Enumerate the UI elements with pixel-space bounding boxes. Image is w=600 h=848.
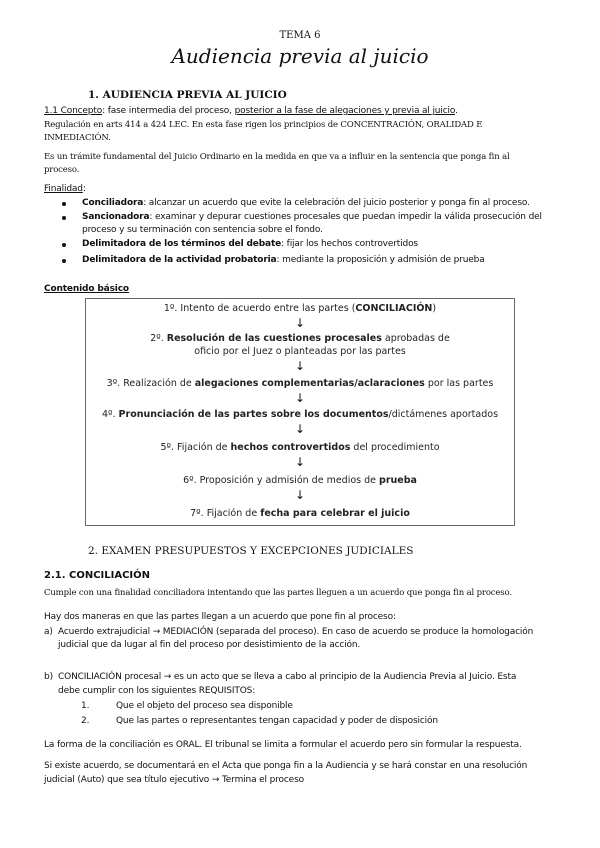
down-arrow-icon: ↓: [294, 455, 306, 469]
bullet-icon: [62, 243, 66, 247]
bullet-bold: Conciliadora: [82, 198, 144, 208]
bullet-icon: [62, 216, 66, 220]
down-arrow-icon: ↓: [294, 391, 306, 405]
bullet-text: : alcanzar un acuerdo que evite la celebración del juicio posterior y ponga fin al proceso.: [143, 198, 530, 208]
item-a-line-1: Acuerdo extrajudicial → MEDIACIÓN (separada del proceso). En caso de acuerdo se produce la homologación: [58, 627, 534, 637]
flow-text: /dictámenes aportados: [388, 409, 499, 420]
flow-bold: fecha para celebrar el juicio: [260, 508, 410, 519]
concept-underlined: posterior a la fase de alegaciones y previa al juicio: [234, 106, 456, 116]
flow-text: aprobadas de: [381, 333, 450, 344]
flow-step-1: [85, 303, 515, 314]
bullet-sancionadora-cont: proceso y su terminación con sentencia sobre el fondo.: [82, 225, 323, 235]
regulation-line-2: INMEDIACIÓN.: [44, 133, 111, 143]
bullet-sancionadora: [82, 212, 542, 222]
flow-text: 3º. Realización de: [106, 378, 195, 389]
concept-end: .: [455, 106, 458, 116]
subsection-heading: 2.1. CONCILIACIÓN: [44, 570, 151, 581]
item-b-label: b): [44, 672, 53, 682]
fundamental-line-2: proceso.: [44, 165, 80, 175]
flow-bold: Pronunciación de las partes sobre los documentos: [118, 409, 389, 420]
down-arrow-icon: ↓: [294, 422, 306, 436]
fundamental-line-1: Es un trámite fundamental del Juicio Ordinario en la medida en que va a influir en la sentencia que ponga fin al: [44, 152, 510, 162]
paragraph-4-line-2: judicial (Auto) que sea título ejecutivo → Termina el proceso: [44, 775, 304, 785]
flow-step-2-line2: oficio por el Juez o planteadas por las partes: [194, 346, 406, 357]
paragraph-4-line-1: Si existe acuerdo, se documentará en el Acta que ponga fin a la Audiencia y se hará constar en una resolución: [44, 761, 528, 771]
bullet-icon: [62, 202, 66, 206]
topic-label: TEMA 6: [279, 30, 321, 41]
paragraph-2: Hay dos maneras en que las partes llegan a un acuerdo que pone fin al proceso:: [44, 612, 396, 622]
down-arrow-icon: ↓: [294, 316, 306, 330]
flow-text: ): [432, 303, 437, 314]
flow-step-3: [85, 378, 515, 389]
flow-bold: CONCILIACIÓN: [355, 303, 433, 314]
paragraph-1: Cumple con una finalidad conciliadora intentando que las partes lleguen a un acuerdo que ponga fin al proceso.: [44, 588, 512, 598]
flow-text: 5º. Fijación de: [160, 442, 231, 453]
contenido-label: Contenido básico: [44, 284, 129, 294]
down-arrow-icon: ↓: [294, 359, 306, 373]
bullet-text: : fijar los hechos controvertidos: [281, 239, 418, 249]
flow-step-5: [85, 442, 515, 453]
finalidad-heading: [44, 184, 86, 194]
requirement-number: 1.: [81, 701, 90, 711]
flow-step-6: [85, 475, 515, 486]
finalidad-colon: :: [82, 184, 86, 194]
concept-text: : fase intermedia del proceso,: [102, 106, 235, 116]
flow-step-4: [85, 409, 515, 420]
regulation-line-1: Regulación en arts 414 a 424 LEC. En esta fase rigen los principios de CONCENTRACIÓN, ORALIDAD E: [44, 120, 483, 130]
concept-line: [44, 106, 458, 116]
bullet-debate: [82, 239, 418, 249]
flow-text: por las partes: [424, 378, 494, 389]
item-a-line-2: judicial que da lugar al fin del proceso por desistimiento de la acción.: [58, 640, 361, 650]
flow-bold: prueba: [379, 475, 417, 486]
flow-text: del procedimiento: [350, 442, 440, 453]
section-1-heading: 1. AUDIENCIA PREVIA AL JUICIO: [88, 89, 287, 101]
requirement-text: Que las partes o representantes tengan capacidad y poder de disposición: [116, 716, 438, 726]
bullet-bold: Delimitadora de la actividad probatoria: [82, 255, 277, 265]
item-b-line-1: CONCILIACIÓN procesal → es un acto que se lleva a cabo al principio de la Audiencia Previa al Juicio. Esta: [58, 672, 517, 682]
bullet-conciliadora: [82, 198, 530, 208]
bullet-text: : mediante la proposición y admisión de prueba: [276, 255, 485, 265]
section-2-heading: 2. EXAMEN PRESUPUESTOS Y EXCEPCIONES JUDICIALES: [88, 545, 414, 557]
bullet-bold: Sancionadora: [82, 212, 150, 222]
bullet-bold: Delimitadora de los términos del debate: [82, 239, 282, 249]
requirement-number: 2.: [81, 716, 90, 726]
concept-label: 1.1 Concepto: [44, 106, 103, 116]
item-b-line-2: debe cumplir con los siguientes REQUISITOS:: [58, 686, 256, 696]
document-title: Audiencia previa al juicio: [171, 44, 429, 68]
item-a-label: a): [44, 627, 53, 637]
flow-text: 2º.: [150, 333, 167, 344]
flow-step-7: [85, 508, 515, 519]
down-arrow-icon: ↓: [294, 488, 306, 502]
flow-bold: Resolución de las cuestiones procesales: [166, 333, 382, 344]
flow-text: 6º. Proposición y admisión de medios de: [183, 475, 380, 486]
requirement-text: Que el objeto del proceso sea disponible: [116, 701, 293, 711]
bullet-icon: [62, 259, 66, 263]
finalidad-label: Finalidad: [44, 184, 83, 194]
bullet-probatoria: [82, 255, 485, 265]
flow-text: 7º. Fijación de: [190, 508, 261, 519]
paragraph-3: La forma de la conciliación es ORAL. El tribunal se limita a formular el acuerdo pero sin formular la respuesta.: [44, 740, 522, 750]
flow-text: 4º.: [101, 409, 119, 420]
flow-bold: alegaciones complementarias/aclaraciones: [194, 378, 425, 389]
bullet-text: : examinar y depurar cuestiones procesales que puedan impedir la válida prosecución del: [149, 212, 542, 222]
flow-bold: hechos controvertidos: [230, 442, 351, 453]
flow-step-2: [85, 333, 515, 344]
flow-text: 1º. Intento de acuerdo entre las partes (: [163, 303, 356, 314]
